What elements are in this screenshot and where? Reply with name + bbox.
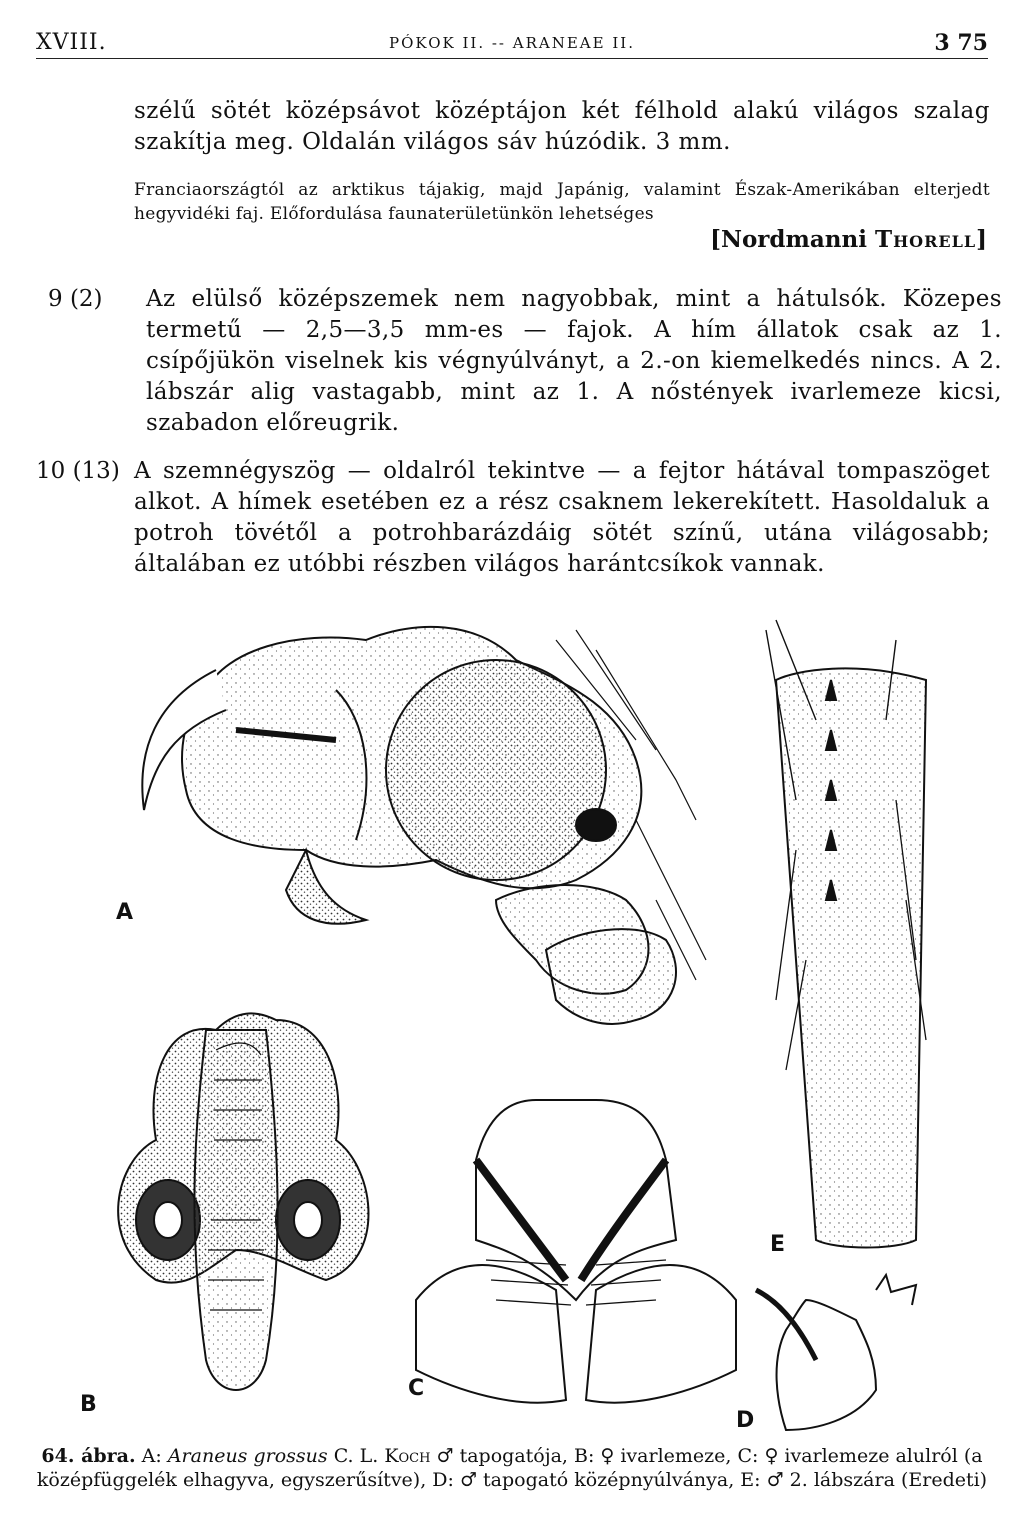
figure-caption	[36, 1444, 988, 1492]
caption-rest: ♂ tapogatója, B: ♀ ivarlemeze, C: ♀ ivarlemeze alulról (a középfüggelék elhagyva, egyszerűsítve), D: ♂ tapogató középnyúlványa, E: ♂ 2. lábszára (Eredeti)	[36, 1445, 988, 1491]
figure-drawings	[36, 600, 988, 1440]
caption-species: Araneus grossus	[167, 1445, 328, 1467]
species-author: Thorell]	[874, 226, 988, 253]
caption-figure-number: 64. ábra.	[41, 1445, 136, 1467]
key-item-10	[36, 456, 990, 586]
page-header	[36, 28, 988, 59]
caption-part-a: A:	[141, 1445, 162, 1467]
caption-author: C. L. Koch	[333, 1445, 431, 1467]
key-item-number: 10 (13)	[36, 458, 120, 484]
figure-label-c: C	[408, 1376, 425, 1401]
figure-label-b: B	[80, 1392, 97, 1417]
figure-label-e: E	[770, 1232, 786, 1257]
key-item-9	[48, 284, 1002, 444]
species-reference	[710, 226, 988, 253]
figure-64	[36, 600, 988, 1440]
chapter-number: XVIII.	[36, 30, 107, 55]
drawing-e-tibia	[766, 620, 926, 1248]
page-number: 3 75	[934, 30, 988, 56]
key-item-text: A szemnégyszög — oldalról tekintve — a fejtor hátával tompaszöget alkot. A hímek esetében ez a rész csaknem lekerekített. Hasoldaluk a potroh tövétől a potrohbarázdáig sötét színű, utána világosabb; általában ez utóbbi részben világos harántcsíkok vannak.	[134, 458, 990, 577]
drawing-c-epigyne-underside	[416, 1100, 736, 1403]
drawing-b-epigyne	[118, 1013, 368, 1390]
drawing-d-median-apophysis	[756, 1275, 916, 1430]
species-name: [Nordmanni	[710, 226, 867, 253]
paragraph-distribution: Franciaországtól az arktikus tájakig, majd Japánig, valamint Észak-Amerikában elterjedt hegyvidéki faj. Előfordulása faunaterületünkön lehetséges	[134, 180, 990, 224]
paragraph-description: szélű sötét középsávot középtájon két félhold alakú világos szalag szakítja meg. Oldalán világos sáv húzódik. 3 mm.	[134, 98, 990, 155]
figure-label-d: D	[736, 1408, 755, 1433]
key-item-text: Az elülső középszemek nem nagyobbak, mint a hátulsók. Közepes termetű — 2,5—3,5 mm-es — fajok. A hím állatok csak az 1. csípőjükön viselnek kis végnyúlványt, a 2.-on kiemelkedés nincs. A 2. lábszár alig vastagabb, mint az 1. A nőstények ivarlemeze kicsi, szabadon előreugrik.	[146, 286, 1002, 436]
drawing-a-palp	[142, 627, 706, 1024]
key-item-number: 9 (2)	[48, 286, 103, 312]
running-title: PÓKOK II. -- ARANEAE II.	[389, 34, 635, 52]
figure-label-a: A	[116, 900, 134, 925]
